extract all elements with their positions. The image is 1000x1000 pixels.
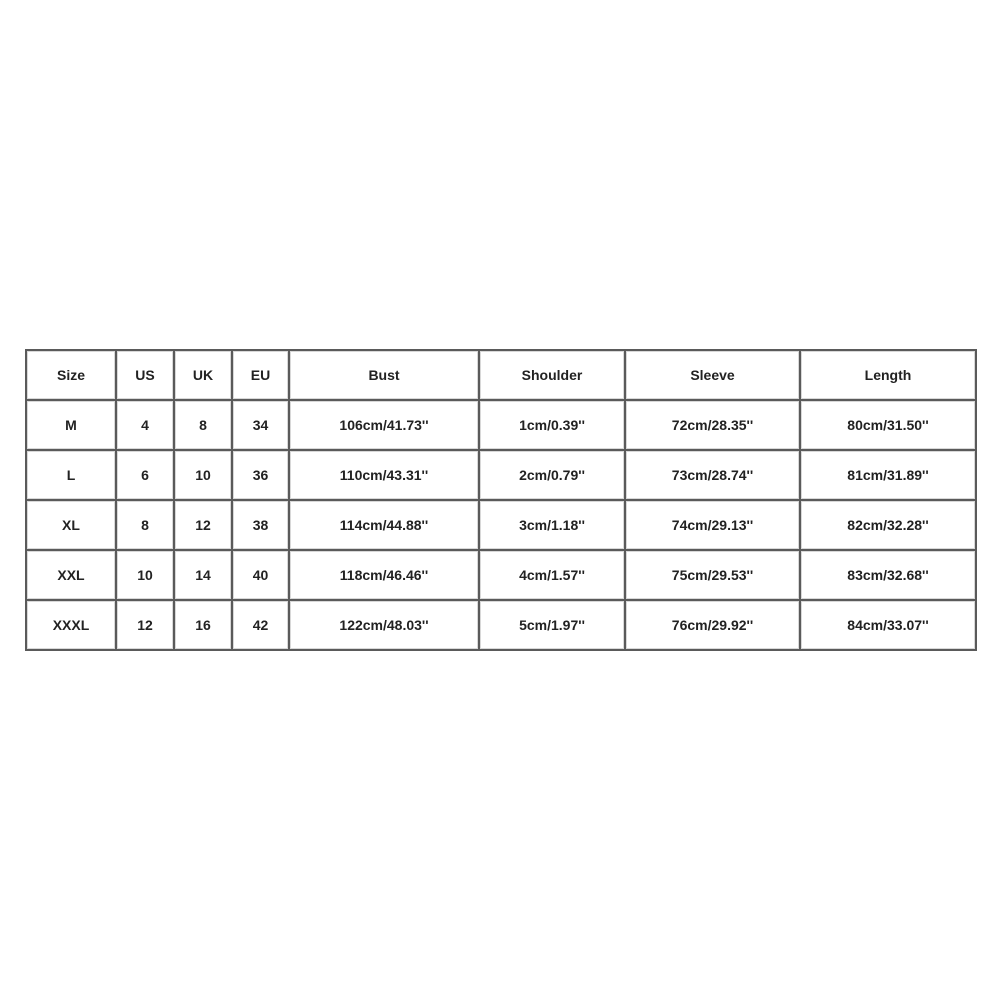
cell-bust: 114cm/44.88'' xyxy=(290,501,480,551)
cell-length: 84cm/33.07'' xyxy=(801,601,977,651)
cell-sleeve: 74cm/29.13'' xyxy=(626,501,801,551)
table-row xyxy=(27,551,977,601)
cell-shoulder: 2cm/0.79'' xyxy=(480,451,626,501)
cell-eu: 42 xyxy=(233,601,290,651)
cell-us: 6 xyxy=(117,451,175,501)
cell-us: 8 xyxy=(117,501,175,551)
cell-length: 81cm/31.89'' xyxy=(801,451,977,501)
cell-uk: 12 xyxy=(175,501,233,551)
header-shoulder: Shoulder xyxy=(480,351,626,401)
table-row xyxy=(27,451,977,501)
cell-uk: 14 xyxy=(175,551,233,601)
table-row xyxy=(27,501,977,551)
cell-eu: 38 xyxy=(233,501,290,551)
cell-length: 83cm/32.68'' xyxy=(801,551,977,601)
cell-uk: 10 xyxy=(175,451,233,501)
cell-uk: 8 xyxy=(175,401,233,451)
header-uk: UK xyxy=(175,351,233,401)
cell-size: XL xyxy=(27,501,117,551)
cell-size: XXXL xyxy=(27,601,117,651)
cell-us: 12 xyxy=(117,601,175,651)
cell-sleeve: 76cm/29.92'' xyxy=(626,601,801,651)
cell-length: 80cm/31.50'' xyxy=(801,401,977,451)
cell-sleeve: 75cm/29.53'' xyxy=(626,551,801,601)
header-eu: EU xyxy=(233,351,290,401)
header-row xyxy=(27,351,977,401)
cell-bust: 110cm/43.31'' xyxy=(290,451,480,501)
cell-shoulder: 5cm/1.97'' xyxy=(480,601,626,651)
cell-size: M xyxy=(27,401,117,451)
cell-eu: 34 xyxy=(233,401,290,451)
cell-size: L xyxy=(27,451,117,501)
cell-shoulder: 4cm/1.57'' xyxy=(480,551,626,601)
cell-size: XXL xyxy=(27,551,117,601)
cell-eu: 40 xyxy=(233,551,290,601)
cell-bust: 106cm/41.73'' xyxy=(290,401,480,451)
table-row xyxy=(27,601,977,651)
cell-shoulder: 3cm/1.18'' xyxy=(480,501,626,551)
header-length: Length xyxy=(801,351,977,401)
cell-length: 82cm/32.28'' xyxy=(801,501,977,551)
header-us: US xyxy=(117,351,175,401)
table-row xyxy=(27,401,977,451)
cell-sleeve: 72cm/28.35'' xyxy=(626,401,801,451)
cell-eu: 36 xyxy=(233,451,290,501)
cell-bust: 122cm/48.03'' xyxy=(290,601,480,651)
cell-us: 10 xyxy=(117,551,175,601)
cell-us: 4 xyxy=(117,401,175,451)
cell-uk: 16 xyxy=(175,601,233,651)
cell-shoulder: 1cm/0.39'' xyxy=(480,401,626,451)
header-size: Size xyxy=(27,351,117,401)
size-chart-table xyxy=(25,349,977,651)
header-sleeve: Sleeve xyxy=(626,351,801,401)
cell-bust: 118cm/46.46'' xyxy=(290,551,480,601)
cell-sleeve: 73cm/28.74'' xyxy=(626,451,801,501)
header-bust: Bust xyxy=(290,351,480,401)
